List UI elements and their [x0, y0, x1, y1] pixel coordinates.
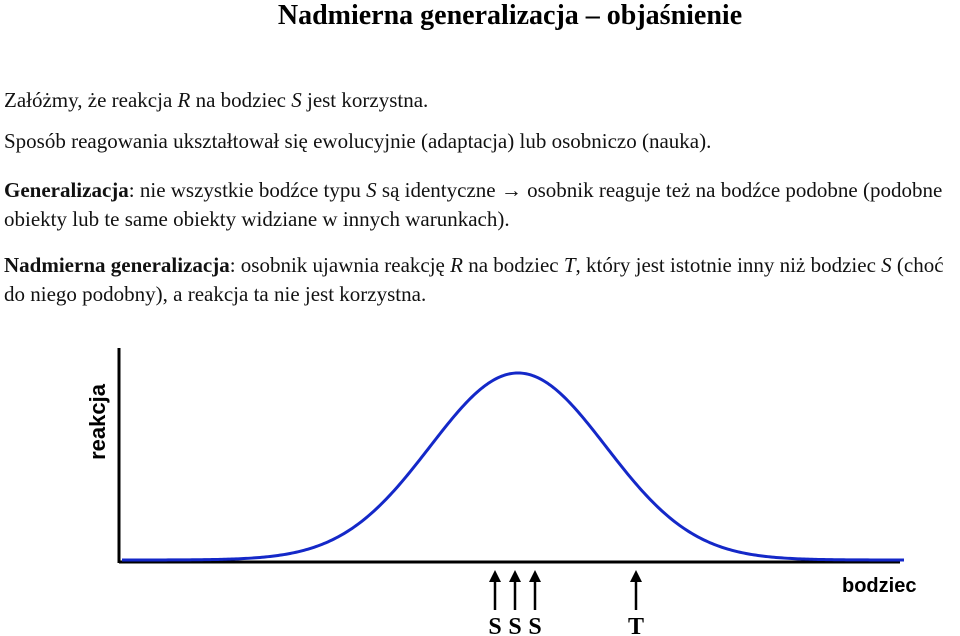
paragraph-origin: Sposób reagowania ukształtował się ewolucyjnie (adaptacja) lub osobniczo (nauka). [4, 129, 712, 153]
slide-title: Nadmierna generalizacja – objaśnienie [277, 0, 743, 31]
stimulus-arrow-s1 [489, 570, 501, 610]
marker-label-s1: S [488, 614, 502, 636]
response-curve [122, 373, 904, 560]
paragraph-assumption: Załóżmy, że reakcja R na bodziec S jest korzystna. [4, 88, 429, 112]
implies-arrow-icon: → [500, 178, 522, 202]
generalization-curve-diagram [0, 330, 960, 636]
stimulus-arrow-t [630, 570, 642, 610]
y-axis-label: reakcja [85, 384, 110, 460]
marker-label-s2: S [508, 614, 522, 636]
term-overgeneralization: Nadmierna generalizacja [4, 253, 230, 277]
stimulus-arrow-s3 [529, 570, 541, 610]
stimulus-arrow-s2 [509, 570, 521, 610]
paragraph-overgeneralization: Nadmierna generalizacja: osobnik ujawnia reakcję R na bodziec T, który jest istotnie inny niż bodziec S (choć do niego podobny), a reakcja ta nie jest korzystna. [4, 253, 944, 306]
paragraph-generalization: Generalizacja: nie wszystkie bodźce typu S są identyczne → osobnik reaguje też na bodźce podobne (podobne obiekty lub te same obiekty widziane w innych warunkach). [4, 178, 943, 231]
x-axis-label: bodziec [842, 575, 917, 597]
marker-label-s3: S [528, 614, 542, 636]
term-generalization: Generalizacja [4, 178, 129, 202]
marker-label-t: T [627, 614, 645, 636]
